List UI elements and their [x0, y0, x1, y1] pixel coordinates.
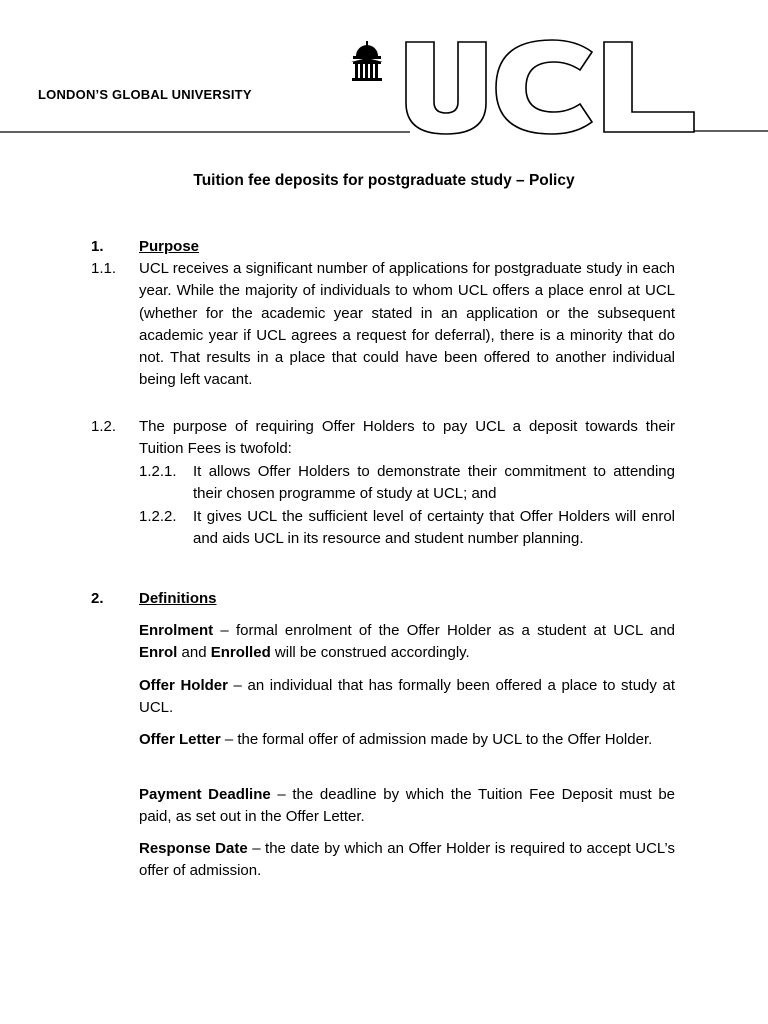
section-number: 1.	[91, 238, 104, 255]
definition-term: Enrolment	[139, 622, 214, 639]
subparagraph-text: It allows Offer Holders to demonstrate their commitment to attending their chosen programme of study at UCL; and	[193, 463, 675, 503]
ucl-logo	[0, 0, 768, 140]
paragraph-text: UCL receives a significant number of applications for postgraduate study in each year. While the majority of individuals to whom UCL offers a place enrol at UCL (whether for the academic year stated in an application or the subsequent academic year if UCL agrees a request for deferral), there is a minority that do not. That results in a place that could have been offered to another individual being left vacant.	[139, 260, 675, 389]
section-number: 2.	[91, 590, 104, 607]
portico-icon	[351, 41, 383, 81]
paragraph-text: The purpose of requiring Offer Holders to pay UCL a deposit towards their Tuition Fees is twofold:	[139, 418, 675, 458]
university-tagline: LONDON’S GLOBAL UNIVERSITY	[38, 87, 252, 102]
paragraph-number: 1.2.	[91, 418, 117, 435]
definition-term: Payment Deadline	[139, 786, 271, 803]
definition-term: Offer Letter	[139, 731, 221, 748]
page-header	[0, 0, 768, 140]
subparagraph-number: 1.2.1.	[139, 463, 177, 480]
section-heading: Purpose	[139, 238, 200, 255]
definition-term: Response Date	[139, 840, 248, 857]
definition-term: Offer Holder	[139, 677, 228, 694]
paragraph-number: 1.1.	[91, 260, 117, 277]
section-heading: Definitions	[139, 590, 217, 607]
definition-term: Enrol	[139, 644, 178, 662]
ucl-wordmark	[406, 40, 694, 134]
subparagraph-number: 1.2.2.	[139, 508, 177, 525]
document-title: Tuition fee deposits for postgraduate study – Policy	[193, 172, 575, 189]
subparagraph-text: It gives UCL the sufficient level of certainty that Offer Holders will enrol and aids UCL in its resource and student number planning.	[193, 508, 675, 548]
definition-term: Enrolled	[210, 644, 271, 662]
